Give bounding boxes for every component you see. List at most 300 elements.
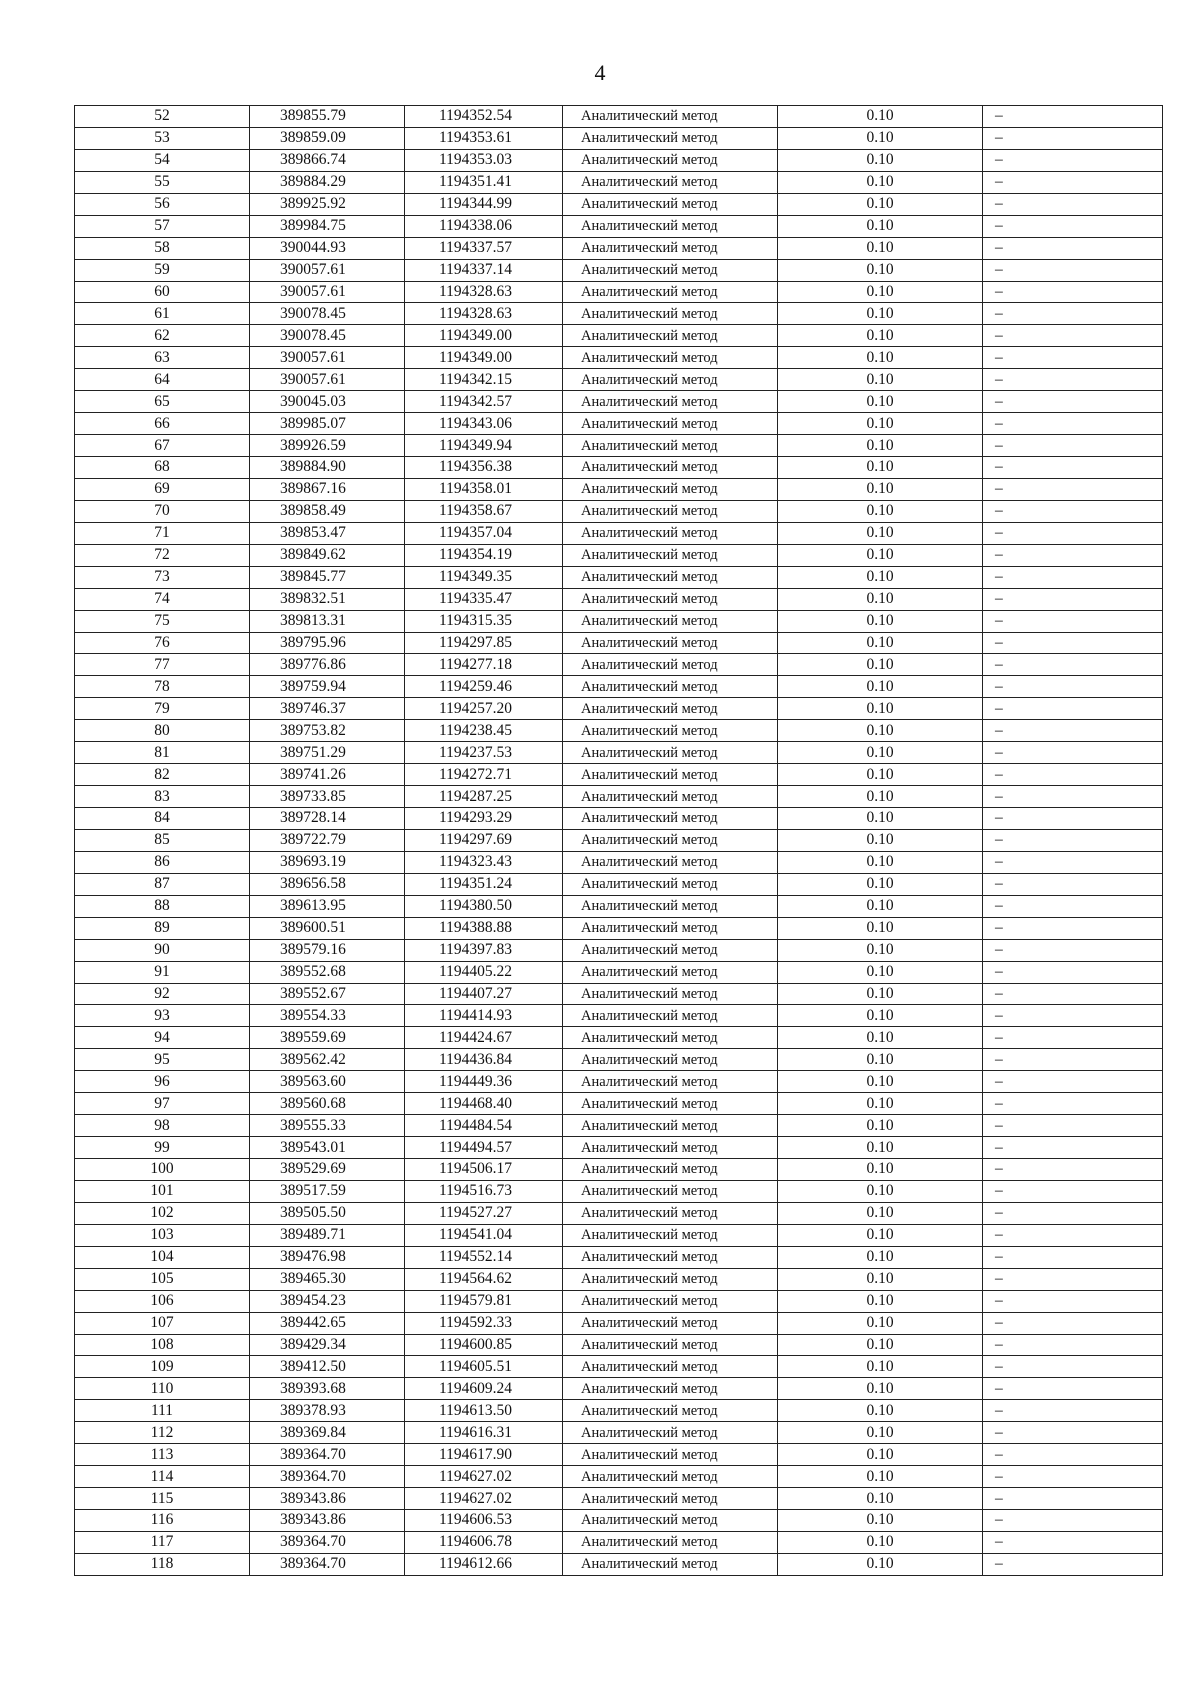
table-row bbox=[75, 676, 1163, 698]
table-row bbox=[75, 435, 1163, 457]
point-number-cell: 76 bbox=[75, 632, 250, 654]
precision-cell: 0.10 bbox=[778, 698, 983, 720]
y-coordinate-cell: 1194436.84 bbox=[405, 1049, 563, 1071]
table-row bbox=[75, 983, 1163, 1005]
precision-cell: 0.10 bbox=[778, 1246, 983, 1268]
note-cell: – bbox=[983, 303, 1163, 325]
table-row bbox=[75, 742, 1163, 764]
x-coordinate-cell: 389552.68 bbox=[250, 961, 405, 983]
point-number-cell: 86 bbox=[75, 851, 250, 873]
table-row bbox=[75, 1334, 1163, 1356]
table-row bbox=[75, 917, 1163, 939]
table-row bbox=[75, 1488, 1163, 1510]
method-cell: Аналитический метод bbox=[563, 917, 778, 939]
y-coordinate-cell: 1194343.06 bbox=[405, 413, 563, 435]
note-cell: – bbox=[983, 1444, 1163, 1466]
precision-cell: 0.10 bbox=[778, 829, 983, 851]
point-number-cell: 118 bbox=[75, 1553, 250, 1575]
point-number-cell: 97 bbox=[75, 1093, 250, 1115]
precision-cell: 0.10 bbox=[778, 215, 983, 237]
point-number-cell: 89 bbox=[75, 917, 250, 939]
note-cell: – bbox=[983, 1246, 1163, 1268]
point-number-cell: 85 bbox=[75, 829, 250, 851]
point-number-cell: 54 bbox=[75, 149, 250, 171]
precision-cell: 0.10 bbox=[778, 1005, 983, 1027]
method-cell: Аналитический метод bbox=[563, 1334, 778, 1356]
precision-cell: 0.10 bbox=[778, 873, 983, 895]
x-coordinate-cell: 389728.14 bbox=[250, 808, 405, 830]
note-cell: – bbox=[983, 1137, 1163, 1159]
precision-cell: 0.10 bbox=[778, 1027, 983, 1049]
note-cell: – bbox=[983, 369, 1163, 391]
table-row bbox=[75, 347, 1163, 369]
point-number-cell: 106 bbox=[75, 1290, 250, 1312]
table-row bbox=[75, 764, 1163, 786]
x-coordinate-cell: 390045.03 bbox=[250, 391, 405, 413]
y-coordinate-cell: 1194238.45 bbox=[405, 720, 563, 742]
table-row bbox=[75, 610, 1163, 632]
note-cell: – bbox=[983, 939, 1163, 961]
y-coordinate-cell: 1194627.02 bbox=[405, 1488, 563, 1510]
x-coordinate-cell: 389343.86 bbox=[250, 1488, 405, 1510]
method-cell: Аналитический метод bbox=[563, 1510, 778, 1532]
precision-cell: 0.10 bbox=[778, 1444, 983, 1466]
point-number-cell: 69 bbox=[75, 478, 250, 500]
precision-cell: 0.10 bbox=[778, 1378, 983, 1400]
x-coordinate-cell: 389476.98 bbox=[250, 1246, 405, 1268]
x-coordinate-cell: 389855.79 bbox=[250, 106, 405, 128]
y-coordinate-cell: 1194609.24 bbox=[405, 1378, 563, 1400]
point-number-cell: 53 bbox=[75, 127, 250, 149]
precision-cell: 0.10 bbox=[778, 127, 983, 149]
precision-cell: 0.10 bbox=[778, 1466, 983, 1488]
table-row bbox=[75, 873, 1163, 895]
precision-cell: 0.10 bbox=[778, 303, 983, 325]
y-coordinate-cell: 1194328.63 bbox=[405, 281, 563, 303]
method-cell: Аналитический метод bbox=[563, 435, 778, 457]
note-cell: – bbox=[983, 1071, 1163, 1093]
method-cell: Аналитический метод bbox=[563, 742, 778, 764]
y-coordinate-cell: 1194297.85 bbox=[405, 632, 563, 654]
method-cell: Аналитический метод bbox=[563, 566, 778, 588]
table-row bbox=[75, 720, 1163, 742]
point-number-cell: 79 bbox=[75, 698, 250, 720]
precision-cell: 0.10 bbox=[778, 478, 983, 500]
point-number-cell: 114 bbox=[75, 1466, 250, 1488]
table-row bbox=[75, 566, 1163, 588]
note-cell: – bbox=[983, 1422, 1163, 1444]
note-cell: – bbox=[983, 478, 1163, 500]
table-row bbox=[75, 588, 1163, 610]
note-cell: – bbox=[983, 808, 1163, 830]
precision-cell: 0.10 bbox=[778, 413, 983, 435]
y-coordinate-cell: 1194328.63 bbox=[405, 303, 563, 325]
y-coordinate-cell: 1194613.50 bbox=[405, 1400, 563, 1422]
y-coordinate-cell: 1194380.50 bbox=[405, 895, 563, 917]
note-cell: – bbox=[983, 281, 1163, 303]
note-cell: – bbox=[983, 1466, 1163, 1488]
point-number-cell: 75 bbox=[75, 610, 250, 632]
table-row bbox=[75, 1027, 1163, 1049]
x-coordinate-cell: 389866.74 bbox=[250, 149, 405, 171]
method-cell: Аналитический метод bbox=[563, 1444, 778, 1466]
note-cell: – bbox=[983, 1488, 1163, 1510]
method-cell: Аналитический метод bbox=[563, 1356, 778, 1378]
x-coordinate-cell: 389429.34 bbox=[250, 1334, 405, 1356]
precision-cell: 0.10 bbox=[778, 1422, 983, 1444]
y-coordinate-cell: 1194397.83 bbox=[405, 939, 563, 961]
method-cell: Аналитический метод bbox=[563, 193, 778, 215]
method-cell: Аналитический метод bbox=[563, 764, 778, 786]
table-row bbox=[75, 171, 1163, 193]
x-coordinate-cell: 389465.30 bbox=[250, 1268, 405, 1290]
method-cell: Аналитический метод bbox=[563, 281, 778, 303]
y-coordinate-cell: 1194349.00 bbox=[405, 347, 563, 369]
y-coordinate-cell: 1194357.04 bbox=[405, 522, 563, 544]
y-coordinate-cell: 1194337.14 bbox=[405, 259, 563, 281]
point-number-cell: 78 bbox=[75, 676, 250, 698]
point-number-cell: 102 bbox=[75, 1202, 250, 1224]
note-cell: – bbox=[983, 1180, 1163, 1202]
table-row bbox=[75, 1553, 1163, 1575]
point-number-cell: 88 bbox=[75, 895, 250, 917]
method-cell: Аналитический метод bbox=[563, 1137, 778, 1159]
y-coordinate-cell: 1194424.67 bbox=[405, 1027, 563, 1049]
method-cell: Аналитический метод bbox=[563, 149, 778, 171]
x-coordinate-cell: 390078.45 bbox=[250, 325, 405, 347]
y-coordinate-cell: 1194338.06 bbox=[405, 215, 563, 237]
y-coordinate-cell: 1194468.40 bbox=[405, 1093, 563, 1115]
precision-cell: 0.10 bbox=[778, 764, 983, 786]
note-cell: – bbox=[983, 1334, 1163, 1356]
y-coordinate-cell: 1194506.17 bbox=[405, 1159, 563, 1181]
coordinates-table bbox=[74, 105, 1163, 1576]
note-cell: – bbox=[983, 391, 1163, 413]
note-cell: – bbox=[983, 873, 1163, 895]
point-number-cell: 65 bbox=[75, 391, 250, 413]
point-number-cell: 99 bbox=[75, 1137, 250, 1159]
table-row bbox=[75, 544, 1163, 566]
point-number-cell: 91 bbox=[75, 961, 250, 983]
page-number: 4 bbox=[594, 60, 606, 85]
point-number-cell: 61 bbox=[75, 303, 250, 325]
note-cell: – bbox=[983, 851, 1163, 873]
point-number-cell: 74 bbox=[75, 588, 250, 610]
table-row bbox=[75, 895, 1163, 917]
note-cell: – bbox=[983, 588, 1163, 610]
table-row bbox=[75, 303, 1163, 325]
y-coordinate-cell: 1194259.46 bbox=[405, 676, 563, 698]
x-coordinate-cell: 389412.50 bbox=[250, 1356, 405, 1378]
precision-cell: 0.10 bbox=[778, 720, 983, 742]
method-cell: Аналитический метод bbox=[563, 259, 778, 281]
precision-cell: 0.10 bbox=[778, 676, 983, 698]
table-row bbox=[75, 325, 1163, 347]
precision-cell: 0.10 bbox=[778, 1224, 983, 1246]
x-coordinate-cell: 390057.61 bbox=[250, 347, 405, 369]
table-row bbox=[75, 851, 1163, 873]
method-cell: Аналитический метод bbox=[563, 851, 778, 873]
method-cell: Аналитический метод bbox=[563, 171, 778, 193]
note-cell: – bbox=[983, 259, 1163, 281]
precision-cell: 0.10 bbox=[778, 895, 983, 917]
y-coordinate-cell: 1194612.66 bbox=[405, 1553, 563, 1575]
method-cell: Аналитический метод bbox=[563, 961, 778, 983]
table-row bbox=[75, 1093, 1163, 1115]
point-number-cell: 80 bbox=[75, 720, 250, 742]
x-coordinate-cell: 389656.58 bbox=[250, 873, 405, 895]
method-cell: Аналитический метод bbox=[563, 215, 778, 237]
precision-cell: 0.10 bbox=[778, 522, 983, 544]
y-coordinate-cell: 1194564.62 bbox=[405, 1268, 563, 1290]
method-cell: Аналитический метод bbox=[563, 1488, 778, 1510]
y-coordinate-cell: 1194293.29 bbox=[405, 808, 563, 830]
y-coordinate-cell: 1194527.27 bbox=[405, 1202, 563, 1224]
y-coordinate-cell: 1194323.43 bbox=[405, 851, 563, 873]
method-cell: Аналитический метод bbox=[563, 1312, 778, 1334]
note-cell: – bbox=[983, 610, 1163, 632]
precision-cell: 0.10 bbox=[778, 742, 983, 764]
note-cell: – bbox=[983, 566, 1163, 588]
y-coordinate-cell: 1194606.53 bbox=[405, 1510, 563, 1532]
table-row bbox=[75, 413, 1163, 435]
point-number-cell: 63 bbox=[75, 347, 250, 369]
point-number-cell: 115 bbox=[75, 1488, 250, 1510]
note-cell: – bbox=[983, 106, 1163, 128]
method-cell: Аналитический метод bbox=[563, 391, 778, 413]
point-number-cell: 73 bbox=[75, 566, 250, 588]
method-cell: Аналитический метод bbox=[563, 1027, 778, 1049]
table-row bbox=[75, 281, 1163, 303]
note-cell: – bbox=[983, 149, 1163, 171]
x-coordinate-cell: 389343.86 bbox=[250, 1510, 405, 1532]
note-cell: – bbox=[983, 742, 1163, 764]
y-coordinate-cell: 1194414.93 bbox=[405, 1005, 563, 1027]
x-coordinate-cell: 389859.09 bbox=[250, 127, 405, 149]
note-cell: – bbox=[983, 237, 1163, 259]
method-cell: Аналитический метод bbox=[563, 1005, 778, 1027]
y-coordinate-cell: 1194484.54 bbox=[405, 1115, 563, 1137]
precision-cell: 0.10 bbox=[778, 281, 983, 303]
point-number-cell: 93 bbox=[75, 1005, 250, 1027]
precision-cell: 0.10 bbox=[778, 1180, 983, 1202]
method-cell: Аналитический метод bbox=[563, 1553, 778, 1575]
x-coordinate-cell: 389845.77 bbox=[250, 566, 405, 588]
note-cell: – bbox=[983, 764, 1163, 786]
table-row bbox=[75, 106, 1163, 128]
note-cell: – bbox=[983, 720, 1163, 742]
x-coordinate-cell: 389505.50 bbox=[250, 1202, 405, 1224]
x-coordinate-cell: 390057.61 bbox=[250, 259, 405, 281]
table-row bbox=[75, 1202, 1163, 1224]
note-cell: – bbox=[983, 435, 1163, 457]
point-number-cell: 107 bbox=[75, 1312, 250, 1334]
table-row bbox=[75, 1400, 1163, 1422]
point-number-cell: 101 bbox=[75, 1180, 250, 1202]
point-number-cell: 109 bbox=[75, 1356, 250, 1378]
x-coordinate-cell: 389442.65 bbox=[250, 1312, 405, 1334]
precision-cell: 0.10 bbox=[778, 588, 983, 610]
table-row bbox=[75, 939, 1163, 961]
y-coordinate-cell: 1194349.00 bbox=[405, 325, 563, 347]
x-coordinate-cell: 389552.67 bbox=[250, 983, 405, 1005]
method-cell: Аналитический метод bbox=[563, 1378, 778, 1400]
x-coordinate-cell: 389753.82 bbox=[250, 720, 405, 742]
note-cell: – bbox=[983, 127, 1163, 149]
x-coordinate-cell: 389853.47 bbox=[250, 522, 405, 544]
precision-cell: 0.10 bbox=[778, 1334, 983, 1356]
method-cell: Аналитический метод bbox=[563, 237, 778, 259]
y-coordinate-cell: 1194349.94 bbox=[405, 435, 563, 457]
x-coordinate-cell: 389751.29 bbox=[250, 742, 405, 764]
x-coordinate-cell: 389925.92 bbox=[250, 193, 405, 215]
x-coordinate-cell: 389364.70 bbox=[250, 1444, 405, 1466]
y-coordinate-cell: 1194277.18 bbox=[405, 654, 563, 676]
note-cell: – bbox=[983, 171, 1163, 193]
point-number-cell: 112 bbox=[75, 1422, 250, 1444]
precision-cell: 0.10 bbox=[778, 435, 983, 457]
x-coordinate-cell: 389393.68 bbox=[250, 1378, 405, 1400]
table-row bbox=[75, 259, 1163, 281]
note-cell: – bbox=[983, 1202, 1163, 1224]
note-cell: – bbox=[983, 1290, 1163, 1312]
table-row bbox=[75, 478, 1163, 500]
note-cell: – bbox=[983, 1531, 1163, 1553]
y-coordinate-cell: 1194351.41 bbox=[405, 171, 563, 193]
table-row bbox=[75, 1180, 1163, 1202]
method-cell: Аналитический метод bbox=[563, 127, 778, 149]
method-cell: Аналитический метод bbox=[563, 1224, 778, 1246]
x-coordinate-cell: 389613.95 bbox=[250, 895, 405, 917]
point-number-cell: 66 bbox=[75, 413, 250, 435]
y-coordinate-cell: 1194287.25 bbox=[405, 786, 563, 808]
note-cell: – bbox=[983, 917, 1163, 939]
note-cell: – bbox=[983, 522, 1163, 544]
note-cell: – bbox=[983, 1093, 1163, 1115]
note-cell: – bbox=[983, 1400, 1163, 1422]
note-cell: – bbox=[983, 632, 1163, 654]
method-cell: Аналитический метод bbox=[563, 1290, 778, 1312]
y-coordinate-cell: 1194237.53 bbox=[405, 742, 563, 764]
x-coordinate-cell: 389554.33 bbox=[250, 1005, 405, 1027]
precision-cell: 0.10 bbox=[778, 347, 983, 369]
precision-cell: 0.10 bbox=[778, 325, 983, 347]
point-number-cell: 72 bbox=[75, 544, 250, 566]
note-cell: – bbox=[983, 1049, 1163, 1071]
precision-cell: 0.10 bbox=[778, 237, 983, 259]
point-number-cell: 55 bbox=[75, 171, 250, 193]
x-coordinate-cell: 389555.33 bbox=[250, 1115, 405, 1137]
precision-cell: 0.10 bbox=[778, 1202, 983, 1224]
method-cell: Аналитический метод bbox=[563, 522, 778, 544]
precision-cell: 0.10 bbox=[778, 1531, 983, 1553]
x-coordinate-cell: 389693.19 bbox=[250, 851, 405, 873]
point-number-cell: 117 bbox=[75, 1531, 250, 1553]
coordinates-table-body bbox=[75, 106, 1163, 1576]
y-coordinate-cell: 1194617.90 bbox=[405, 1444, 563, 1466]
x-coordinate-cell: 389559.69 bbox=[250, 1027, 405, 1049]
method-cell: Аналитический метод bbox=[563, 457, 778, 479]
table-row bbox=[75, 829, 1163, 851]
point-number-cell: 83 bbox=[75, 786, 250, 808]
method-cell: Аналитический метод bbox=[563, 1071, 778, 1093]
method-cell: Аналитический метод bbox=[563, 786, 778, 808]
note-cell: – bbox=[983, 457, 1163, 479]
y-coordinate-cell: 1194344.99 bbox=[405, 193, 563, 215]
table-row bbox=[75, 1246, 1163, 1268]
x-coordinate-cell: 390057.61 bbox=[250, 281, 405, 303]
x-coordinate-cell: 389364.70 bbox=[250, 1553, 405, 1575]
x-coordinate-cell: 389858.49 bbox=[250, 500, 405, 522]
precision-cell: 0.10 bbox=[778, 1093, 983, 1115]
precision-cell: 0.10 bbox=[778, 106, 983, 128]
method-cell: Аналитический метод bbox=[563, 720, 778, 742]
point-number-cell: 56 bbox=[75, 193, 250, 215]
precision-cell: 0.10 bbox=[778, 369, 983, 391]
note-cell: – bbox=[983, 215, 1163, 237]
x-coordinate-cell: 389560.68 bbox=[250, 1093, 405, 1115]
y-coordinate-cell: 1194297.69 bbox=[405, 829, 563, 851]
table-row bbox=[75, 1005, 1163, 1027]
note-cell: – bbox=[983, 1268, 1163, 1290]
x-coordinate-cell: 389759.94 bbox=[250, 676, 405, 698]
point-number-cell: 108 bbox=[75, 1334, 250, 1356]
note-cell: – bbox=[983, 676, 1163, 698]
x-coordinate-cell: 389364.70 bbox=[250, 1531, 405, 1553]
method-cell: Аналитический метод bbox=[563, 1115, 778, 1137]
y-coordinate-cell: 1194605.51 bbox=[405, 1356, 563, 1378]
method-cell: Аналитический метод bbox=[563, 1049, 778, 1071]
method-cell: Аналитический метод bbox=[563, 588, 778, 610]
x-coordinate-cell: 389543.01 bbox=[250, 1137, 405, 1159]
x-coordinate-cell: 389832.51 bbox=[250, 588, 405, 610]
table-row bbox=[75, 786, 1163, 808]
table-row bbox=[75, 215, 1163, 237]
y-coordinate-cell: 1194405.22 bbox=[405, 961, 563, 983]
table-row bbox=[75, 391, 1163, 413]
method-cell: Аналитический метод bbox=[563, 632, 778, 654]
precision-cell: 0.10 bbox=[778, 193, 983, 215]
point-number-cell: 116 bbox=[75, 1510, 250, 1532]
precision-cell: 0.10 bbox=[778, 259, 983, 281]
x-coordinate-cell: 389369.84 bbox=[250, 1422, 405, 1444]
point-number-cell: 96 bbox=[75, 1071, 250, 1093]
note-cell: – bbox=[983, 193, 1163, 215]
y-coordinate-cell: 1194315.35 bbox=[405, 610, 563, 632]
point-number-cell: 57 bbox=[75, 215, 250, 237]
y-coordinate-cell: 1194353.61 bbox=[405, 127, 563, 149]
point-number-cell: 103 bbox=[75, 1224, 250, 1246]
precision-cell: 0.10 bbox=[778, 1049, 983, 1071]
point-number-cell: 71 bbox=[75, 522, 250, 544]
precision-cell: 0.10 bbox=[778, 149, 983, 171]
table-row bbox=[75, 1049, 1163, 1071]
precision-cell: 0.10 bbox=[778, 917, 983, 939]
x-coordinate-cell: 389813.31 bbox=[250, 610, 405, 632]
table-row bbox=[75, 1422, 1163, 1444]
table-row bbox=[75, 1312, 1163, 1334]
table-row bbox=[75, 1531, 1163, 1553]
method-cell: Аналитический метод bbox=[563, 106, 778, 128]
method-cell: Аналитический метод bbox=[563, 610, 778, 632]
point-number-cell: 87 bbox=[75, 873, 250, 895]
precision-cell: 0.10 bbox=[778, 1488, 983, 1510]
note-cell: – bbox=[983, 1115, 1163, 1137]
y-coordinate-cell: 1194272.71 bbox=[405, 764, 563, 786]
precision-cell: 0.10 bbox=[778, 1137, 983, 1159]
note-cell: – bbox=[983, 895, 1163, 917]
x-coordinate-cell: 389489.71 bbox=[250, 1224, 405, 1246]
